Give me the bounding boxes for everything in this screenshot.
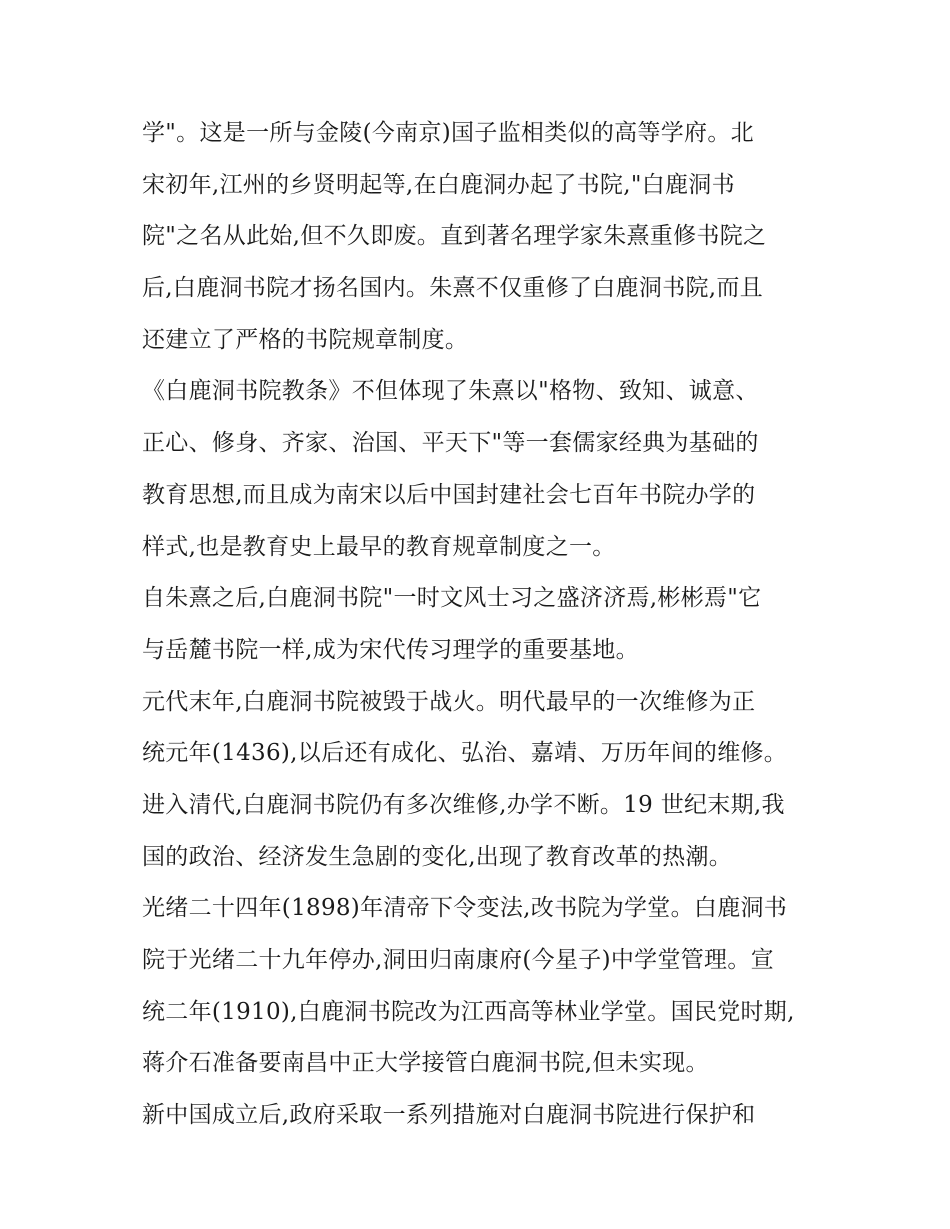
text-line: 进入清代,白鹿洞书院仍有多次维修,办学不断。19 世纪末期,我 — [142, 791, 785, 818]
text-line: 光绪二十四年(1898)年清帝下令变法,改书院为学堂。白鹿洞书 — [142, 895, 788, 922]
text-line: 自朱熹之后,白鹿洞书院"一时文风士习之盛济济焉,彬彬焉"它 — [142, 585, 762, 612]
text-line: 新中国成立后,政府采取一系列措施对白鹿洞书院进行保护和 — [142, 1102, 756, 1129]
text-line: 还建立了严格的书院规章制度。 — [142, 326, 469, 353]
text-line: 与岳麓书院一样,成为宋代传习理学的重要基地。 — [142, 636, 639, 663]
text-line: 正心、修身、齐家、治国、平天下"等一套儒家经典为基础的 — [142, 430, 759, 457]
text-line: 样式,也是教育史上最早的教育规章制度之一。 — [142, 533, 616, 560]
text-line: 教育思想,而且成为南宋以后中国封建社会七百年书院办学的 — [142, 481, 756, 508]
text-line: 统二年(1910),白鹿洞书院改为江西高等林业学堂。国民党时期, — [142, 998, 795, 1025]
text-line: 《白鹿洞书院教条》不但体现了朱熹以"格物、致知、诚意、 — [142, 378, 759, 405]
text-line: 学"。这是一所与金陵(今南京)国子监相类似的高等学府。北 — [142, 120, 754, 146]
text-line: 国的政治、经济发生急剧的变化,出现了教育改革的热潮。 — [142, 843, 733, 870]
text-line: 统元年(1436),以后还有成化、弘治、嘉靖、万历年间的维修。 — [142, 740, 788, 767]
text-line: 后,白鹿洞书院才扬名国内。朱熹不仅重修了白鹿洞书院,而且 — [142, 275, 764, 302]
text-line: 元代末年,白鹿洞书院被毁于战火。明代最早的一次维修为正 — [142, 688, 756, 715]
text-line: 宋初年,江州的乡贤明起等,在白鹿洞办起了书院,"白鹿洞书 — [142, 171, 735, 198]
text-line: 院"之名从此始,但不久即废。直到著名理学家朱熹重修书院之 — [142, 223, 767, 250]
text-line: 蒋介石准备要南昌中正大学接管白鹿洞书院,但未实现。 — [142, 1050, 709, 1077]
text-line: 院于光绪二十九年停办,洞田归南康府(今星子)中学堂管理。宣 — [142, 947, 774, 973]
body-text — [142, 108, 812, 1142]
